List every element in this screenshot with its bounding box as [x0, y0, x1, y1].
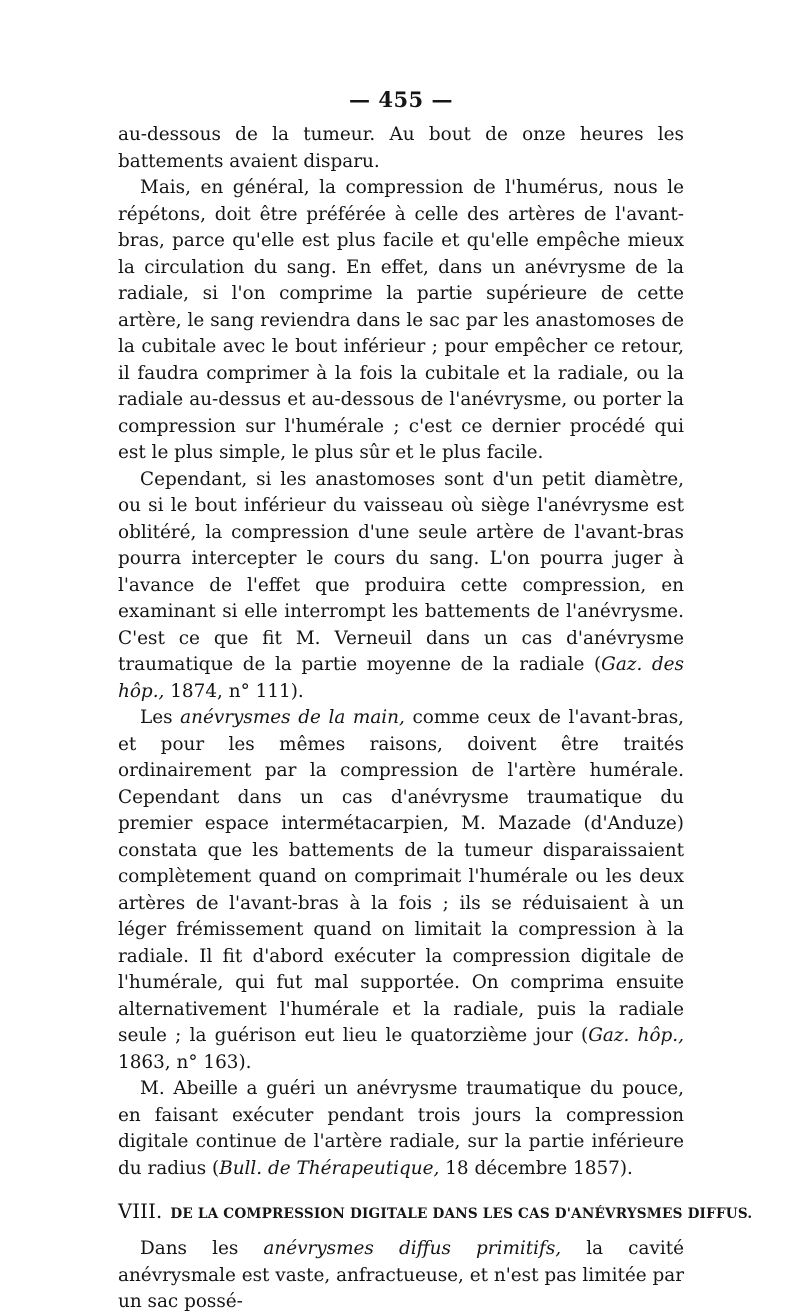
italic-term: anévrysmes de la main, [180, 707, 405, 728]
paragraph-2 [118, 175, 684, 467]
paragraph-1 [118, 122, 684, 175]
text-run: Mais, en général, la compression de l'humérus, nous le répétons, doit être préférée à celle des artères de l'avant-bras, parce qu'elle est plus facile et qu'elle empêche mieux la circulation du sang. En effet, dans un anévrysme de la radiale, si l'on comprime la partie supérieure de cette artère, le sang reviendra dans le sac par les anastomoses de la cubitale avec le bout inférieur ; pour empêcher ce retour, il faudra comprimer à la fois la cubitale et la radiale, ou la radiale au-dessus et au-dessous de l'anévrysme, ou porter la compression sur l'humérale ; c'est ce dernier procédé qui est le plus simple, le plus sûr et le plus facile. [118, 177, 684, 463]
citation-italic: Gaz. des hôp., [118, 654, 684, 702]
paragraph-final [118, 1236, 684, 1316]
text-run: 18 décembre 1857). [439, 1157, 633, 1179]
text-run: M. Abeille a guéri un anévrysme traumatique du pouce, en faisant exécuter pendant trois jours la compression digitale continue de l'artère radiale, sur la partie inférieure du radius ( [118, 1078, 684, 1179]
text-run: 1874, n° 111). [164, 680, 304, 702]
section-title: DE LA COMPRESSION DIGITALE DANS LES CAS D'ANÉVRYSMES DIFFUS. [170, 1206, 753, 1222]
paragraph-5 [118, 1076, 684, 1182]
text-run: 1863, n° 163). [118, 1051, 252, 1073]
italic-term: anévrysmes diffus primitifs, [263, 1238, 562, 1259]
text-run: au-dessous de la tumeur. Au bout de onze heures les battements avaient disparu. [118, 124, 684, 172]
text-run: Dans les [140, 1238, 264, 1259]
paragraph-3 [118, 467, 684, 706]
text-run: comme ceux de l'avant-bras, et pour les mêmes raisons, doivent être traités ordinairement par la compression de l'artère humérale. Cependant dans un cas d'anévrysme traumatique du premier espace intermétacarpien, M. Mazade (d'Anduze) constata que les battements de la tumeur disparaissaient complètement quand on comprimait l'humérale ou les deux artères de l'avant-bras à la fois ; ils se réduisaient à un léger frémissement quand on limitait la compression à la radiale. Il fit d'abord exécuter la compression digitale de l'humérale, qui fut mal supportée. On comprima ensuite alternativement l'humérale et la radiale, puis la radiale seule ; la guérison eut lieu le quatorzième jour ( [118, 707, 684, 1046]
section-number: VIII. [118, 1200, 163, 1223]
paragraph-4 [118, 705, 684, 1076]
page-number: — 455 — [349, 87, 453, 112]
citation-italic: Gaz. hôp., [588, 1025, 684, 1046]
text-run: la cavité anévrysmale est vaste, anfractueuse, et n'est pas limitée par un sac possé- [118, 1238, 684, 1312]
section-heading [118, 1200, 753, 1226]
text-run: Les [140, 707, 181, 728]
text-run: Cependant, si les anastomoses sont d'un petit diamètre, ou si le bout inférieur du vaisseau où siège l'anévrysme est oblitéré, la compression d'une seule artère de l'avant-bras pourra intercepter le cours du sang. L'on pourra juger à l'avance de l'effet que produira cette compression, en examinant si elle interrompt les battements de l'anévrysme. C'est ce que fit M. Verneuil dans un cas d'anévrysme traumatique de la partie moyenne de la radiale ( [118, 468, 684, 675]
citation-italic: Bull. de Thérapeutique, [219, 1157, 440, 1179]
book-page [118, 86, 753, 1316]
